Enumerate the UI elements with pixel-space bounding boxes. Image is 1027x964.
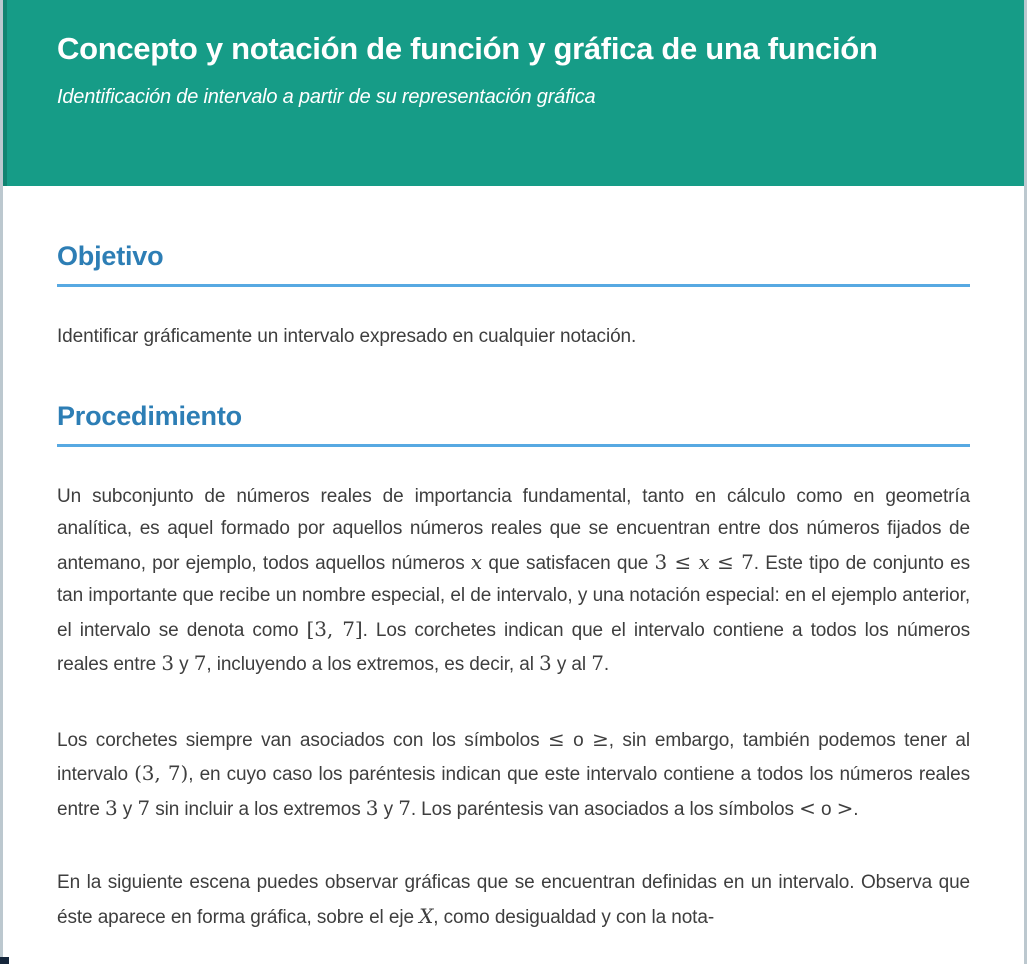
math-inline: ≤: [548, 726, 565, 751]
math-inline: [3, 7]: [306, 616, 363, 641]
math-inline: 3 ≤: [654, 549, 699, 574]
text-run: , en cuyo caso los paréntesis indican que este intervalo contiene a todos los números reales entre: [57, 764, 970, 820]
math-inline: 3: [161, 651, 174, 675]
text-run: Los corchetes siempre van asociados con los símbolos: [57, 729, 549, 751]
math-inline: ≤ 7: [709, 549, 754, 574]
lesson-header: [3, 0, 1024, 186]
text-run: . Los corchetes indican que el intervalo contiene a todos los números reales entre: [57, 619, 971, 675]
math-inline: 3: [105, 795, 118, 820]
math-inline: 3: [539, 651, 552, 675]
math-inline: <: [799, 795, 816, 820]
text-run: , sin embargo, también podemos tener al intervalo: [57, 729, 971, 785]
math-inline: 7: [591, 651, 604, 675]
math-variable: x: [470, 549, 483, 574]
math-variable: X: [419, 903, 434, 928]
math-inline: 7: [193, 651, 207, 675]
paragraph-intervalo-cerrado: [57, 481, 970, 682]
text-run: o: [815, 798, 837, 820]
partial-bottom-fragment: [0, 957, 9, 964]
objetivo-text: Identificar gráficamente un intervalo expresado en cualquier notación.: [57, 326, 637, 347]
text-run: y: [117, 798, 138, 820]
page-subtitle: Identificación de intervalo a partir de su representación gráfica: [57, 86, 596, 108]
section-heading-objetivo: Objetivo: [57, 240, 970, 287]
text-run: En la siguiente escena puedes observar gráficas que se encuentran definidas en un intervalo. Observa que éste aparece en forma gráfica, sobre el eje: [57, 872, 970, 928]
lesson-content: [3, 186, 1024, 934]
math-inline: 3: [365, 795, 379, 820]
text-run: sin incluir a los extremos: [150, 798, 366, 820]
text-run: que satisfacen que: [482, 552, 655, 574]
section-heading-procedimiento: Procedimiento: [57, 400, 970, 447]
text-run: .: [853, 798, 859, 820]
text-run: .: [603, 654, 610, 675]
page-title: Concepto y notación de función y gráfica de una función: [57, 31, 878, 66]
text-run: Un subconjunto de números reales de importancia fundamental, tanto en cálculo como en geometría analítica, es aquel formado por aquellos números reales que se encuentran entre dos números fijados de antemano, por ejemplo, todos aquellos números: [57, 485, 970, 574]
text-run: o: [564, 729, 593, 751]
paragraph-intervalo-abierto: [57, 723, 970, 827]
math-variable: x: [698, 549, 710, 574]
text-run: . Los paréntesis van asociados a los símbolos: [410, 798, 800, 820]
text-run: , incluyendo a los extremos, es decir, al: [206, 654, 540, 675]
math-inline: 7: [398, 795, 411, 820]
paragraph-escena: [57, 867, 970, 934]
text-run: y: [378, 798, 399, 820]
math-inline: 7: [137, 795, 151, 820]
text-run: y: [173, 654, 194, 675]
text-run: y al: [551, 654, 592, 675]
text-run: . Este tipo de conjunto es tan importante que recibe un nombre especial, el de intervalo, y una notación especial: en el ejemplo anterior, el intervalo se denota como: [57, 552, 970, 641]
math-inline: (3, 7): [134, 761, 189, 785]
math-inline: >: [836, 795, 854, 820]
text-run: , como desigualdad y con la nota-: [433, 906, 715, 928]
math-inline: ≥: [592, 726, 609, 751]
